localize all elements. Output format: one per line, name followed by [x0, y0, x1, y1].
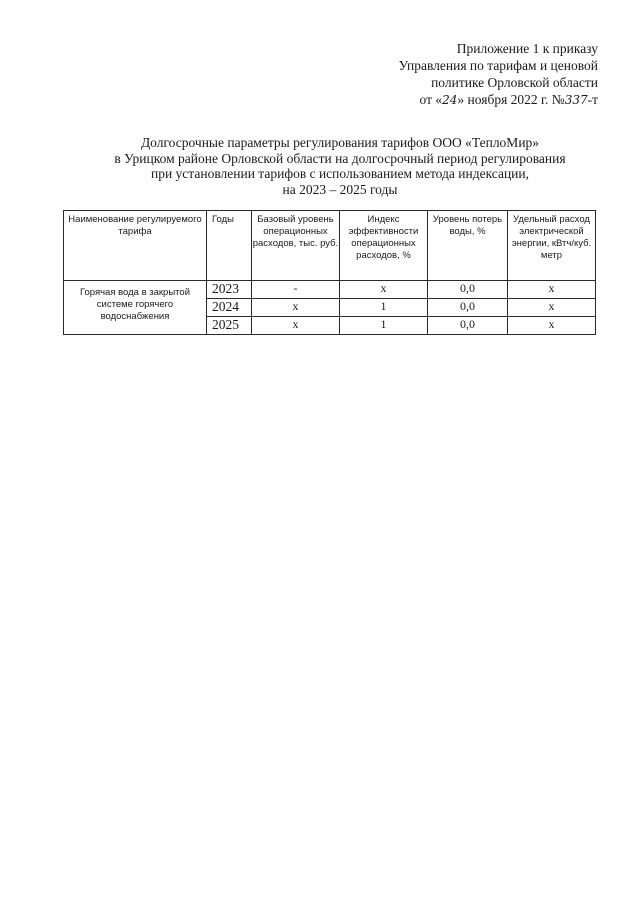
appendix-line-2: Управления по тарифам и ценовой	[398, 58, 598, 73]
header-energy-consumption: Удельный расход электрической энергии, кВтч/куб. метр	[508, 211, 596, 281]
appendix-line-1: Приложение 1 к приказу	[456, 41, 598, 56]
header-water-losses: Уровень потерь воды, %	[428, 211, 508, 281]
losses-cell: 0,0	[428, 317, 508, 335]
order-number-handwritten: 337	[564, 93, 588, 107]
tariff-name-cell: Горячая вода в закрытой системе горячего водоснабжения	[64, 281, 207, 335]
date-day-handwritten: 24	[442, 93, 458, 107]
year-cell: 2024	[207, 299, 252, 317]
year-cell: 2023	[207, 281, 252, 299]
energy-cell: x	[508, 299, 596, 317]
energy-cell: x	[508, 281, 596, 299]
title-line-3: при установлении тарифов с использованием метода индексации,	[150, 166, 529, 181]
header-efficiency-index: Индекс эффективности операционных расходов, %	[340, 211, 428, 281]
losses-cell: 0,0	[428, 281, 508, 299]
losses-cell: 0,0	[428, 299, 508, 317]
efficiency-cell: 1	[340, 299, 428, 317]
date-prefix: от «	[419, 92, 443, 107]
energy-cell: x	[508, 317, 596, 335]
header-years: Годы	[207, 211, 252, 281]
header-base-level: Базовый уровень операционных расходов, тыс. руб.	[252, 211, 340, 281]
date-middle: » ноября 2022 г. №	[457, 92, 565, 107]
base-cell: x	[252, 317, 340, 335]
base-cell: -	[252, 281, 340, 299]
parameters-table	[63, 210, 596, 335]
table-header-row	[64, 211, 596, 281]
title-line-4: на 2023 – 2025 годы	[282, 181, 398, 197]
appendix-date-line	[399, 91, 598, 109]
efficiency-cell: 1	[340, 317, 428, 335]
table-row	[64, 281, 596, 299]
document-title	[60, 135, 620, 197]
efficiency-cell: x	[340, 281, 428, 299]
title-line-2: в Урицком районе Орловской области на долгосрочный период регулирования	[114, 150, 566, 166]
appendix-block	[399, 40, 598, 109]
title-line-1: Долгосрочные параметры регулирования тарифов ООО «ТеплоМир»	[140, 135, 540, 150]
order-suffix: -т	[587, 92, 598, 107]
base-cell: x	[252, 299, 340, 317]
header-tariff-name: Наименование регулируемого тарифа	[64, 211, 207, 281]
appendix-line-3: политике Орловской области	[431, 75, 598, 90]
year-cell: 2025	[207, 317, 252, 335]
